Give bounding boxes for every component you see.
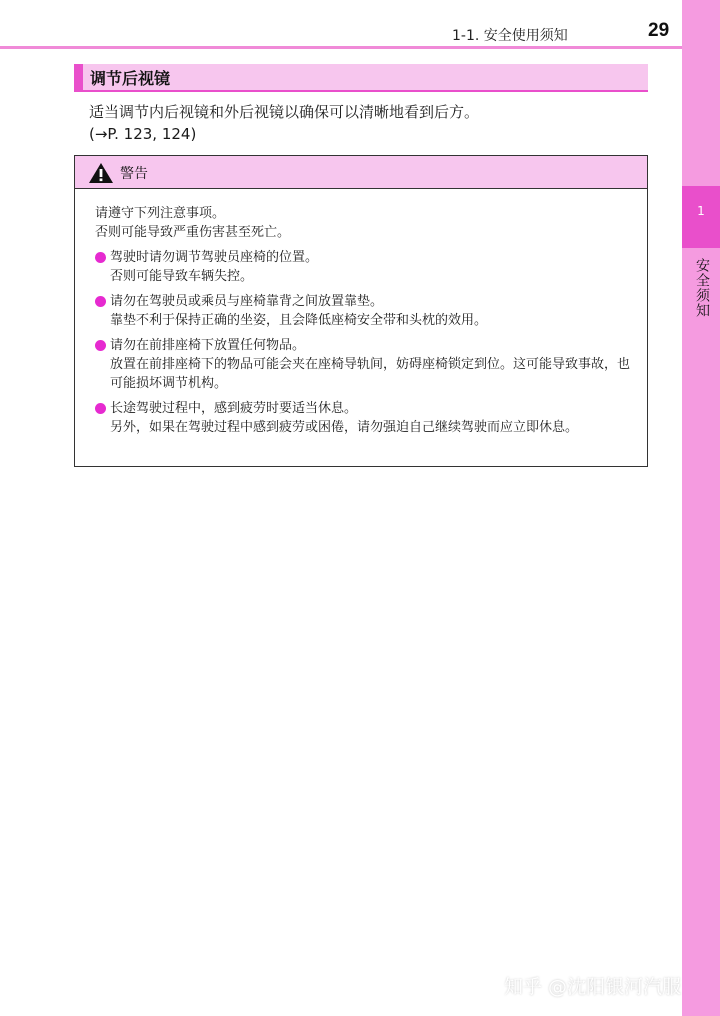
warning-box — [74, 155, 648, 467]
warning-item-title: 请勿在驾驶员或乘员与座椅靠背之间放置靠垫。 — [110, 294, 384, 309]
warning-lead-line: 否则可能导致严重伤害甚至死亡。 — [95, 225, 291, 240]
warning-item-detail: 靠垫不利于保持正确的坐姿，且会降低座椅安全带和头枕的效用。 — [110, 313, 488, 328]
warning-item-title: 长途驾驶过程中，感到疲劳时要适当休息。 — [110, 401, 358, 416]
warning-header — [75, 156, 647, 189]
warning-body — [95, 204, 639, 443]
section-title: 调节后视镜 — [90, 69, 171, 88]
bullet-dot-icon — [95, 252, 106, 263]
page-reference: (→P. 123, 124) — [89, 125, 197, 143]
warning-triangle-icon — [88, 162, 114, 188]
warning-lead — [95, 204, 639, 242]
section-intro — [89, 101, 479, 145]
warning-item-detail: 否则可能导致车辆失控。 — [110, 269, 254, 284]
page-number: 29 — [648, 20, 670, 41]
warning-list-item — [95, 336, 639, 393]
warning-label: 警告 — [120, 166, 148, 182]
watermark: 知乎 @沈阳银河汽服 — [504, 976, 682, 998]
warning-item-detail: 放置在前排座椅下的物品可能会夹在座椅导轨间，妨碍座椅锁定到位。这可能导致事故，也可能损坏调节机构。 — [110, 357, 631, 391]
side-tab-number: 1 — [697, 204, 705, 218]
section-header-accent — [74, 64, 83, 90]
intro-line: 适当调节内后视镜和外后视镜以确保可以清晰地看到后方。 — [89, 103, 480, 121]
section-header-underline — [74, 90, 648, 92]
header-section-title: 1-1. 安全使用须知 — [452, 28, 568, 44]
warning-lead-line: 请遵守下列注意事项。 — [95, 206, 226, 221]
bullet-dot-icon — [95, 403, 106, 414]
bullet-dot-icon — [95, 340, 106, 351]
warning-item-title: 驾驶时请勿调节驾驶员座椅的位置。 — [110, 250, 319, 265]
warning-item-detail: 另外，如果在驾驶过程中感到疲劳或困倦，请勿强迫自己继续驾驶而应立即休息。 — [110, 420, 579, 435]
warning-list-item — [95, 399, 639, 437]
warning-list-item — [95, 292, 639, 330]
side-tab-title: 安全须知 — [694, 258, 710, 318]
header-rule — [0, 46, 682, 49]
warning-item-title: 请勿在前排座椅下放置任何物品。 — [110, 338, 306, 353]
bullet-dot-icon — [95, 296, 106, 307]
warning-list-item — [95, 248, 639, 286]
side-tab — [682, 0, 720, 1016]
